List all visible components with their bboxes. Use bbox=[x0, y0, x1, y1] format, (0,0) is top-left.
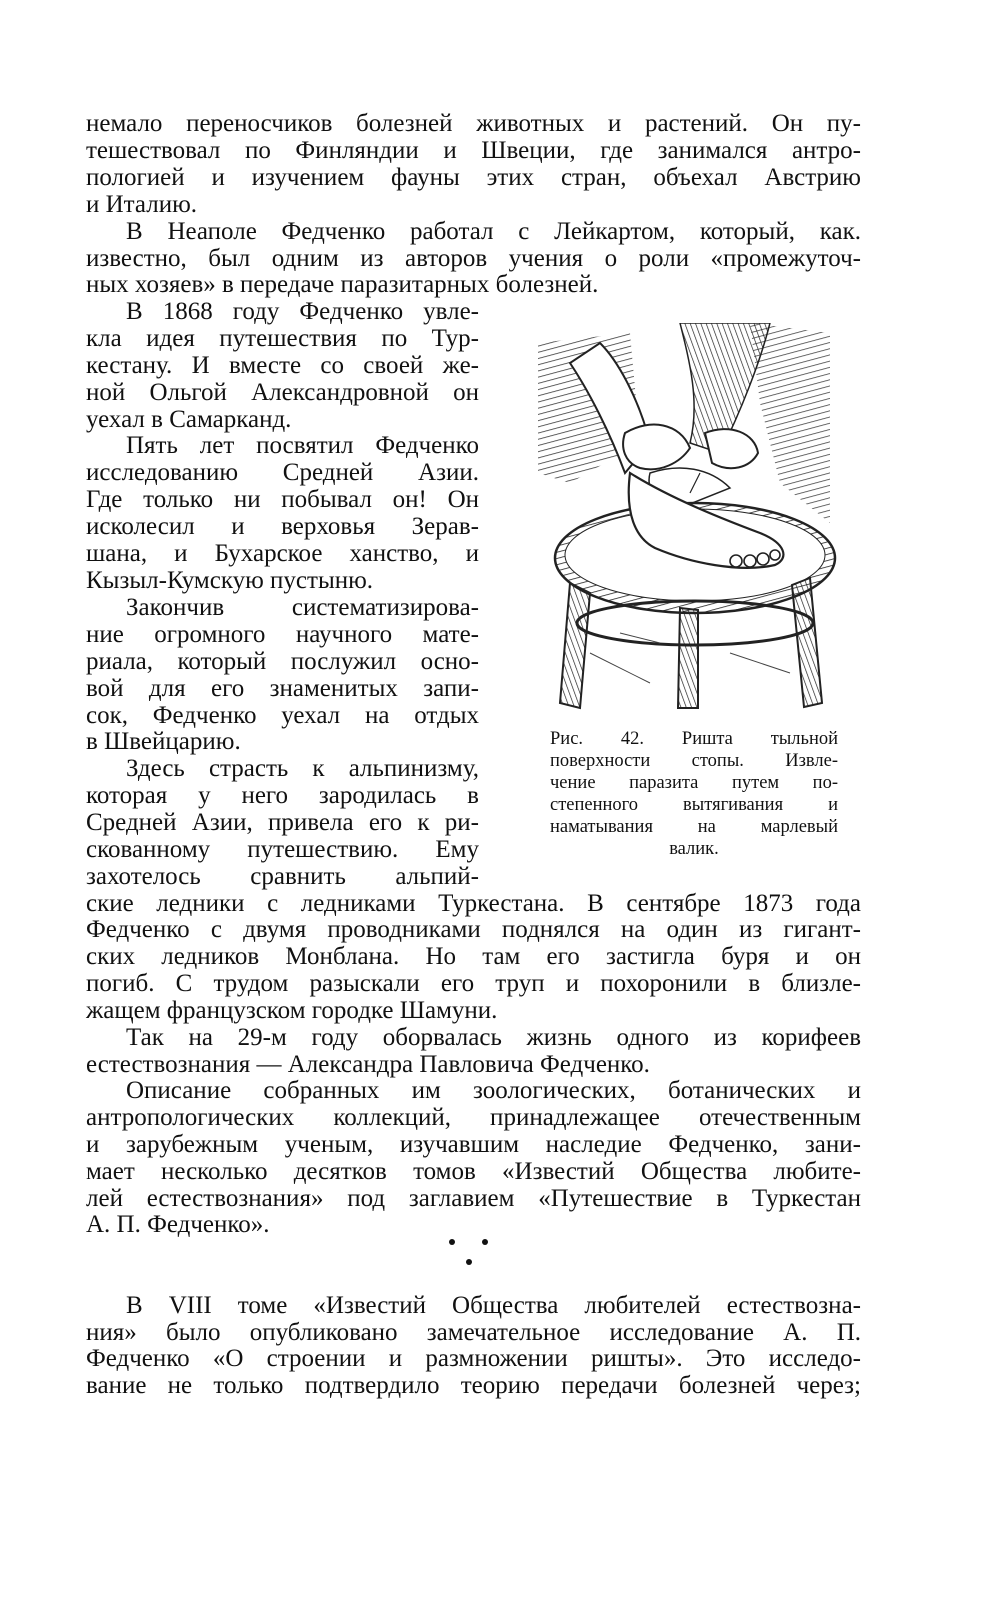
caption-line: валик. bbox=[669, 839, 719, 859]
text-line: которая у него зародилась в bbox=[86, 782, 479, 809]
text-line: захотелось сравнить альпий- bbox=[86, 863, 479, 890]
text-line: погиб. С трудом разыскали его труп и похоронили в близле- bbox=[86, 970, 861, 997]
text-line: лей естествознания» под заглавием «Путешествие в Туркестан bbox=[86, 1185, 861, 1212]
text-line: риала, который послужил осно- bbox=[86, 648, 479, 675]
text-line: ских ледников Монблана. Но там его застигла буря и он bbox=[86, 943, 861, 970]
asterism-separator bbox=[440, 1236, 500, 1272]
text-line: сок, Федченко уехал на отдых bbox=[86, 702, 479, 729]
figure-caption bbox=[550, 728, 838, 860]
text-line: А. П. Федченко». bbox=[86, 1211, 270, 1238]
text-line: Так на 29-м году оборвалась жизнь одного из корифеев bbox=[126, 1024, 861, 1051]
text-line: немало переносчиков болезней животных и растений. Он пу- bbox=[86, 110, 861, 137]
text-line: жащем французском городке Шамуни. bbox=[86, 997, 498, 1024]
caption-line: Рис. 42. Ришта тыльной bbox=[550, 729, 838, 749]
text-line: известно, был одним из авторов учения о роли «промежуточ- bbox=[86, 245, 861, 272]
text-line: Пять лет посвятил Федченко bbox=[126, 432, 479, 459]
text-line: уехал в Самарканд. bbox=[86, 406, 292, 433]
caption-line: степенного вытягивания и bbox=[550, 795, 838, 815]
text-line: пологией и изучением фауны этих стран, объехал Австрию bbox=[86, 164, 861, 191]
text-line: скованному путешествию. Ему bbox=[86, 836, 479, 863]
text-line: Описание собранных им зоологических, ботанических и bbox=[126, 1077, 861, 1104]
text-line: исколесил и верховья Зерав- bbox=[86, 513, 479, 540]
text-line: вой для его знаменитых запи- bbox=[86, 675, 479, 702]
text-line: шана, и Бухарское ханство, и bbox=[86, 540, 479, 567]
text-line: мает несколько десятков томов «Известий Общества любите- bbox=[86, 1158, 861, 1185]
text-line: Закончив систематизирова- bbox=[126, 594, 479, 621]
text-line: ной Ольгой Александровной он bbox=[86, 379, 479, 406]
text-line: ных хозяев» в передаче паразитарных болезней. bbox=[86, 271, 599, 298]
text-line: Кызыл-Кумскую пустыню. bbox=[86, 567, 374, 594]
text-line: ние огромного научного мате- bbox=[86, 621, 479, 648]
text-line: Где только ни побывал он! Он bbox=[86, 486, 479, 513]
text-line: естествознания — Александра Павловича Федченко. bbox=[86, 1051, 650, 1078]
caption-line: наматывания на марлевый bbox=[550, 817, 838, 837]
text-line: Федченко «О строении и размножении ришты». Это исследо- bbox=[86, 1345, 861, 1372]
text-line: ские ледники с ледниками Туркестана. В сентябре 1873 года bbox=[86, 890, 861, 917]
text-line: Здесь страсть к альпинизму, bbox=[126, 755, 479, 782]
text-line: В 1868 году Федченко увле- bbox=[126, 298, 479, 325]
text-line: В VIII томе «Известий Общества любителей естествозна- bbox=[126, 1292, 861, 1319]
text-line: и Италию. bbox=[86, 191, 198, 218]
text-line: В Неаполе Федченко работал с Лейкартом, который, как. bbox=[126, 218, 861, 245]
text-line: ния» было опубликовано замечательное исследование А. П. bbox=[86, 1319, 861, 1346]
text-line: кла идея путешествия по Тур- bbox=[86, 325, 479, 352]
text-line: Средней Азии, привела его к ри- bbox=[86, 809, 479, 836]
text-line: в Швейцарию. bbox=[86, 728, 241, 755]
text-line: и зарубежным ученым, изучавшим наследие Федченко, зани- bbox=[86, 1131, 861, 1158]
text-line: Федченко с двумя проводниками поднялся на один из гигант- bbox=[86, 916, 861, 943]
text-line: кестану. И вместе со своей же- bbox=[86, 352, 479, 379]
text-line: антропологических коллекций, принадлежащее отечественным bbox=[86, 1104, 861, 1131]
text-line: исследованию Средней Азии. bbox=[86, 459, 479, 486]
foot-illustration bbox=[530, 323, 838, 715]
caption-line: чение паразита путем по- bbox=[550, 773, 838, 793]
caption-line: поверхности стопы. Извле- bbox=[550, 751, 838, 771]
text-line: тешествовал по Финляндии и Швеции, где занимался антро- bbox=[86, 137, 861, 164]
text-line: вание не только подтвердило теорию передачи болезней через; bbox=[86, 1372, 861, 1399]
